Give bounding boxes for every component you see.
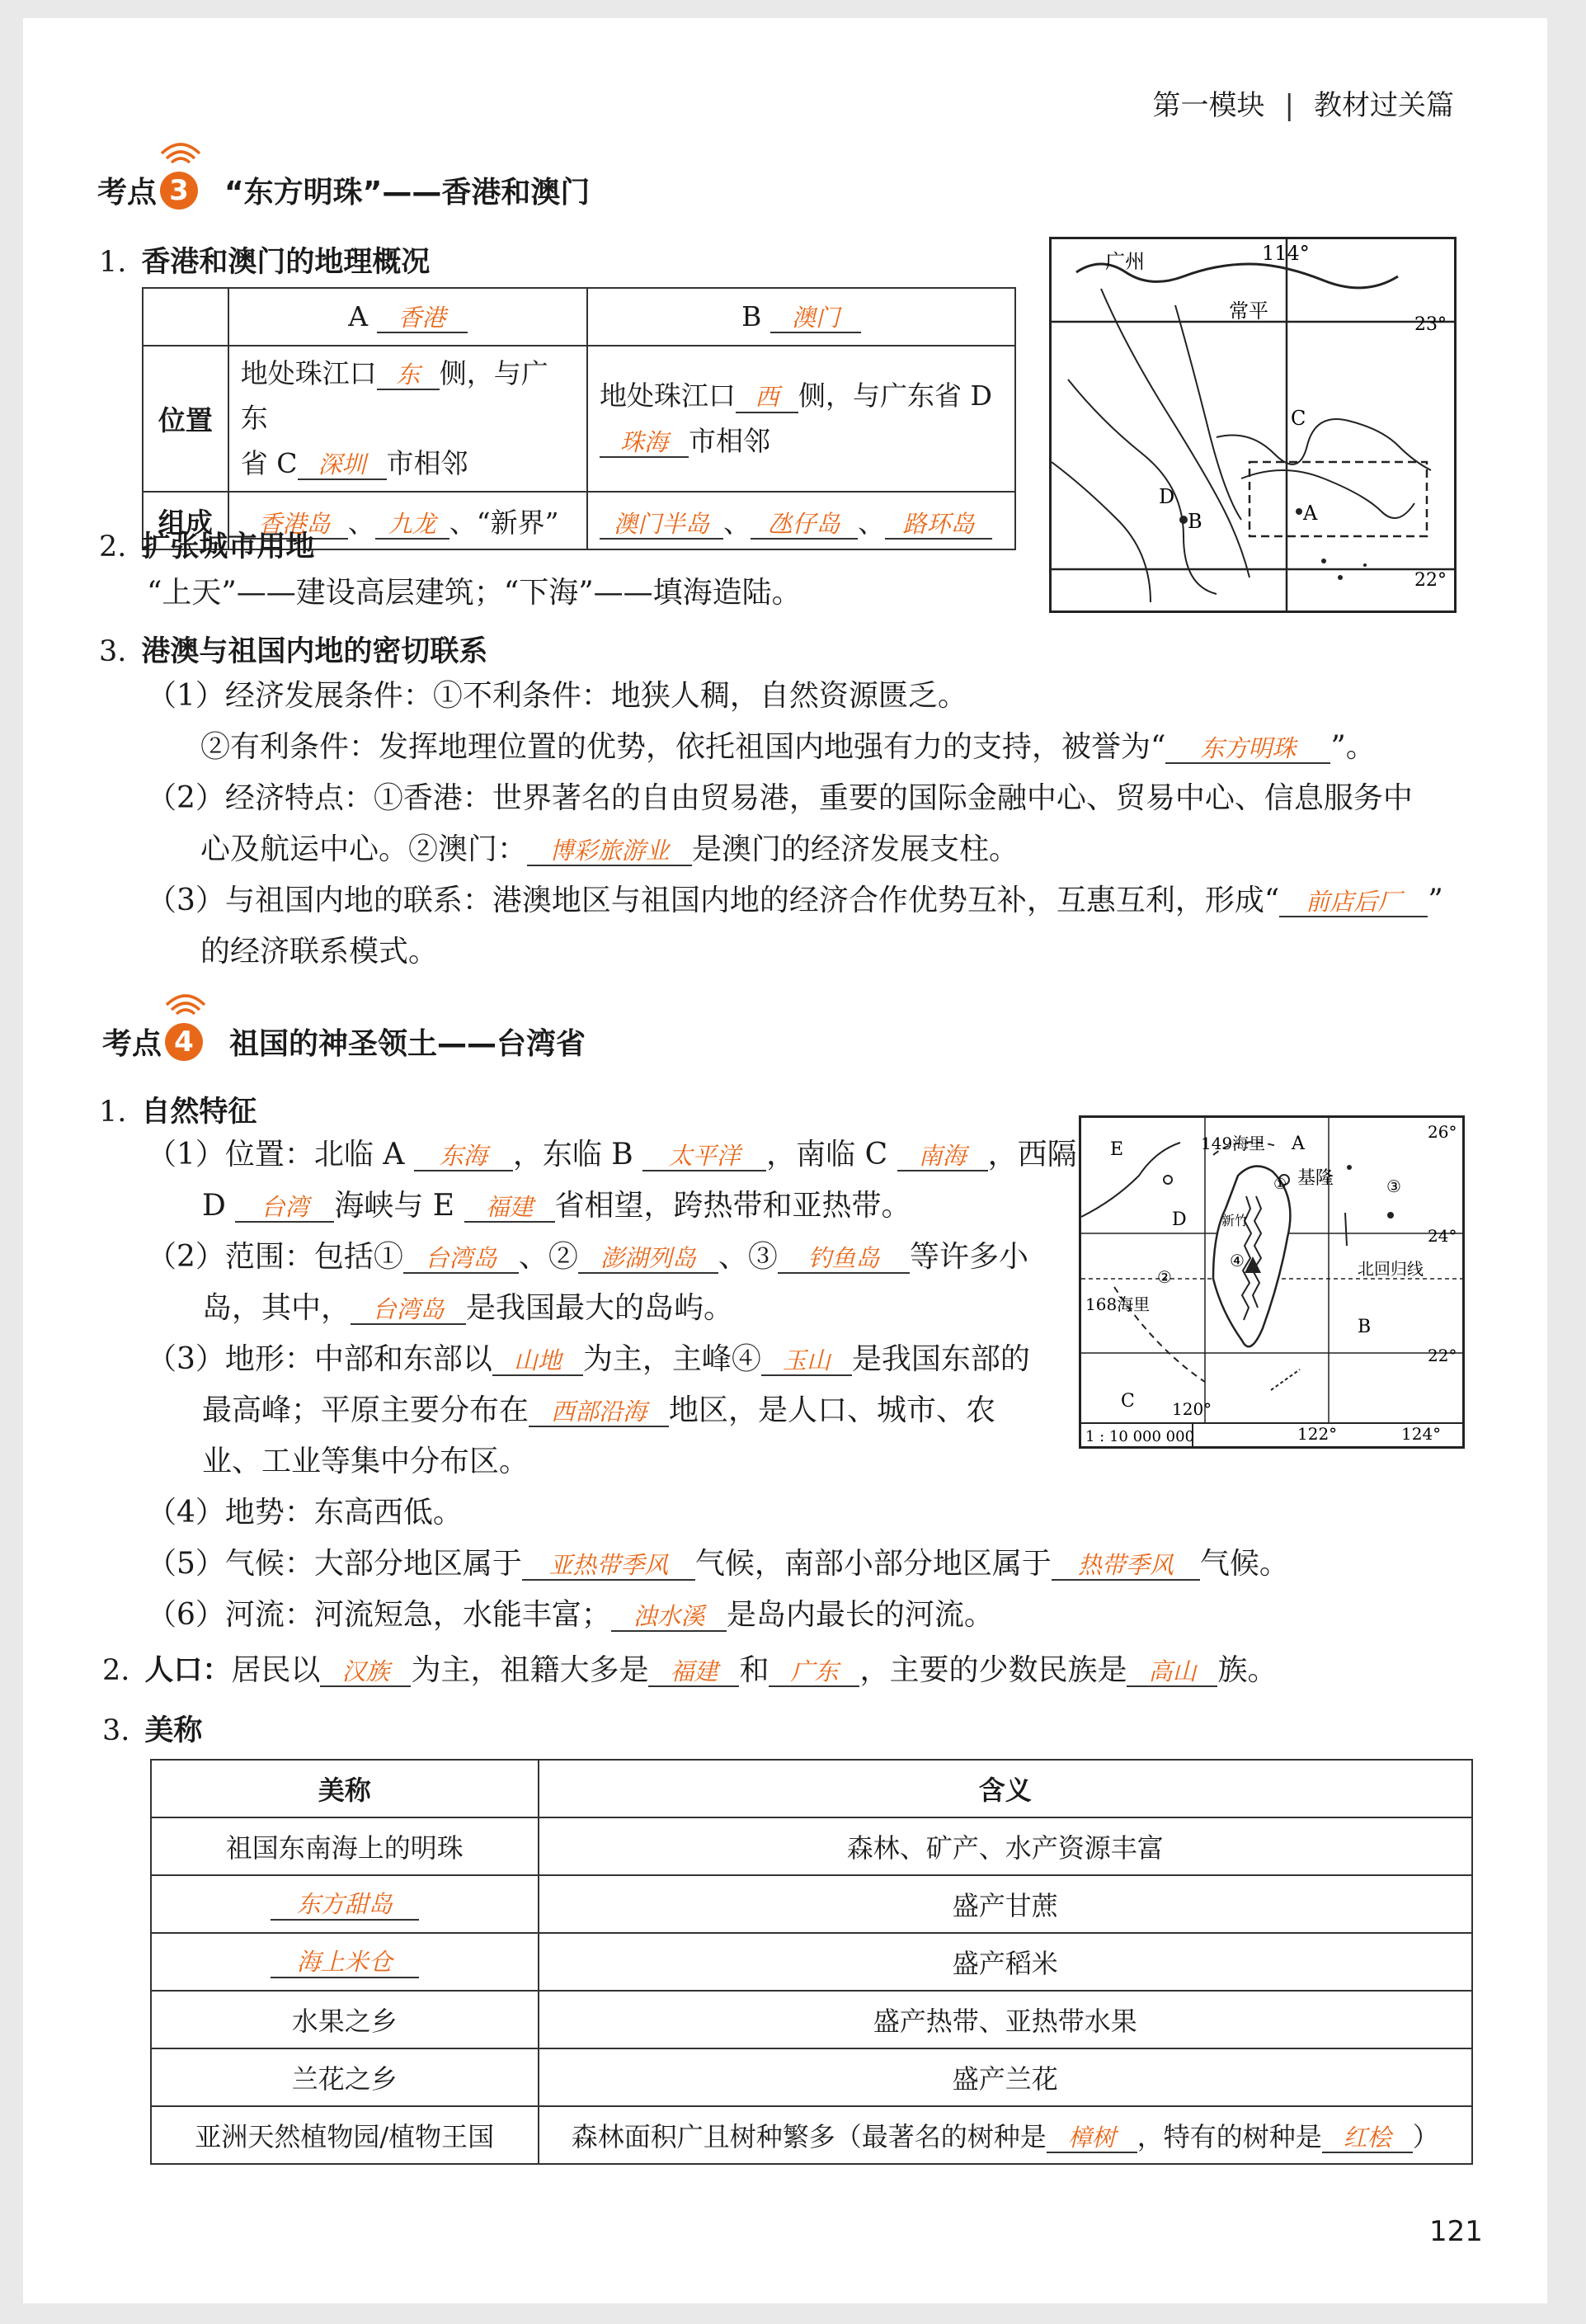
tw-subsection-3-title (102, 1708, 202, 1749)
text: ，南临 C (766, 1138, 888, 1171)
text: 侧，与广东省 D (798, 379, 992, 412)
kaodian-number: 4 (174, 1025, 194, 1058)
answer-blank: 氹仔岛 (751, 511, 858, 540)
corner-cell (143, 288, 228, 346)
tw-p3-line2 (202, 1393, 995, 1428)
label-d: D (1159, 485, 1175, 508)
tw-p2-line2 (202, 1290, 733, 1326)
table-row (151, 2048, 1472, 2106)
answer-blank: 东方甜岛 (271, 1891, 419, 1920)
header-divider: | (1284, 89, 1294, 122)
answer-blank: 高山 (1127, 1658, 1217, 1687)
table-row-position (143, 346, 1015, 492)
kaodian-4-badge (165, 1023, 203, 1061)
nickname-cell (151, 1875, 539, 1933)
label-d: D (1172, 1209, 1187, 1230)
table-row (151, 1933, 1472, 1991)
label-168-nm: 168海里 (1085, 1294, 1151, 1314)
label-tropic-of-cancer: 北回归线 (1358, 1259, 1424, 1279)
subsection-text: 自然特征 (141, 1096, 257, 1129)
table-row (151, 1991, 1472, 2048)
answer-blank: 汉族 (320, 1658, 411, 1687)
text: 市相邻 (386, 446, 468, 479)
text: 为主，主峰④ (582, 1342, 761, 1376)
label-hsinchu: 新竹 (1221, 1213, 1249, 1228)
tw-p1-line2 (202, 1188, 911, 1223)
text: ”。 (1330, 730, 1376, 764)
answer-blank: 红桧 (1322, 2124, 1413, 2153)
text: 海峡与 E (334, 1189, 455, 1223)
hk-macao-table (142, 287, 1016, 550)
label-a: A (1303, 502, 1318, 525)
econ-line-6: 的经济联系模式。 (200, 935, 439, 969)
kaodian-prefix: 考点 (102, 1027, 162, 1061)
text: 最高峰；平原主要分布在 (202, 1393, 529, 1427)
marker-2: ② (1157, 1267, 1172, 1287)
kaodian-title: “东方明珠”——香港和澳门 (224, 176, 591, 210)
subsection-number: 1. (99, 1096, 127, 1129)
subsection-text: 港澳与祖国内地的密切联系 (141, 635, 488, 668)
pearl-river-delta-map (1049, 237, 1457, 613)
page-number: 121 (1429, 2215, 1483, 2248)
subsection-text: 美称 (144, 1714, 203, 1747)
label-changping: 常平 (1229, 299, 1268, 323)
answer-blank: 热带季风 (1052, 1552, 1200, 1581)
text: 气候。 (1199, 1547, 1289, 1581)
table-row (151, 1875, 1472, 1933)
answer-blank: 前店后厂 (1279, 889, 1428, 917)
subsection-number: 2. (99, 530, 127, 563)
tw-p1-line1 (147, 1137, 1077, 1172)
text: 居民以 (231, 1653, 321, 1687)
label-lat-26: 26° (1428, 1122, 1457, 1142)
kaodian-4-heading (102, 1021, 586, 1063)
answer-blank: 台湾 (235, 1194, 334, 1223)
text: 气候，南部小部分地区属于 (694, 1547, 1052, 1581)
text: ” (1428, 884, 1443, 917)
row-head: 组成 (143, 492, 228, 549)
cell-a-position (228, 346, 587, 492)
kaodian-3-heading (97, 169, 590, 211)
meaning-cell: 盛产热带、亚热带水果 (539, 1991, 1472, 2048)
nickname-cell: 祖国东南海上的明珠 (151, 1817, 539, 1875)
label-lat-24: 24° (1428, 1226, 1457, 1246)
answer-blank: 珠海 (600, 429, 689, 458)
answer-blank: 香港 (377, 304, 468, 333)
meaning-cell: 盛产甘蔗 (539, 1875, 1472, 1933)
meaning-cell: 盛产稻米 (539, 1933, 1472, 1991)
col-label: B (741, 299, 762, 332)
answer-blank: 九龙 (375, 511, 449, 540)
answer-blank: 西部沿海 (529, 1398, 669, 1427)
subsection-number: 3. (99, 635, 127, 668)
meaning-cell (539, 2106, 1472, 2164)
text: 、 (722, 506, 751, 539)
col-label: A (348, 299, 369, 332)
answer-blank: 浊水溪 (611, 1603, 727, 1632)
map-drawing (1052, 239, 1454, 610)
kaodian-prefix: 考点 (97, 176, 158, 210)
nickname-cell: 水果之乡 (151, 1991, 539, 2048)
answer-blank: 南海 (897, 1143, 988, 1171)
col-b-header (587, 288, 1015, 346)
text: 地处珠江口 (599, 379, 736, 412)
label-lon-114: 114° (1262, 242, 1310, 265)
running-header (1153, 82, 1454, 123)
kaodian-number: 3 (169, 173, 189, 207)
answer-blank: 深圳 (298, 451, 387, 480)
subsection-2-title (99, 524, 314, 565)
table-header-row (143, 288, 1015, 346)
col-header-meaning: 含义 (539, 1760, 1472, 1817)
answer-blank: 福建 (464, 1194, 555, 1223)
section-label: 教材过关篇 (1314, 89, 1454, 122)
answer-blank: 东 (377, 361, 440, 390)
subsection-number: 1. (99, 246, 127, 279)
module-label: 第一模块 (1152, 89, 1265, 122)
text: ②有利条件：发挥地理位置的优势，依托祖国内地强有力的支持，被誉为“ (200, 730, 1166, 764)
answer-blank: 亚热带季风 (522, 1552, 695, 1581)
text: ，主要的少数民族是 (859, 1653, 1127, 1687)
label-lon-120: 120° (1172, 1399, 1212, 1419)
nicknames-table (150, 1759, 1473, 2165)
answer-blank: 玉山 (761, 1347, 852, 1376)
label-lat-22: 22° (1414, 570, 1447, 591)
answer-blank: 路环岛 (885, 511, 992, 540)
label-a: A (1292, 1134, 1305, 1154)
econ-line-1: （1）经济发展条件：①不利条件：地狭人稠，自然资源匮乏。 (147, 679, 967, 713)
text: 等许多小 (909, 1240, 1028, 1274)
subsection-text: 人口： (144, 1654, 232, 1687)
signal-icon (160, 140, 201, 170)
label-b: B (1358, 1317, 1372, 1337)
table-row (151, 1817, 1472, 1875)
answer-blank: 澎湖列岛 (578, 1245, 718, 1274)
answer-blank: 广东 (769, 1658, 859, 1687)
label-c: C (1291, 407, 1306, 430)
subsection-number: 2. (102, 1654, 130, 1687)
subsection-1-title (99, 239, 430, 280)
tw-p6 (147, 1597, 994, 1633)
marker-4: ④ (1230, 1251, 1245, 1270)
text: ，特有的树种是 (1137, 2121, 1322, 2152)
text: 心及航运中心。②澳门： (200, 832, 528, 866)
col-a-header (228, 288, 587, 346)
answer-blank: 西 (736, 384, 798, 412)
answer-blank: 海上米仓 (271, 1949, 419, 1978)
cell-b-position (587, 346, 1015, 492)
text: D (202, 1189, 226, 1223)
signal-icon (165, 992, 206, 1021)
label-lon-124: 124° (1401, 1424, 1442, 1444)
text: （2）范围：包括① (147, 1240, 403, 1274)
answer-blank: 樟树 (1047, 2124, 1137, 2153)
kaodian-3-badge (160, 172, 198, 210)
row-head: 位置 (143, 346, 228, 492)
text: 市相邻 (688, 424, 770, 457)
tw-p3-line1 (147, 1341, 1030, 1377)
meaning-cell: 盛产兰花 (539, 2048, 1472, 2106)
text: 、② (518, 1240, 578, 1274)
label-e: E (1110, 1139, 1124, 1160)
answer-blank: 福建 (648, 1658, 739, 1687)
taiwan-map-drawing (1081, 1118, 1462, 1446)
tw-p4: （4）地势：东高西低。 (147, 1496, 463, 1530)
text: 省 C (240, 446, 298, 479)
text: 是我国最大的岛屿。 (466, 1291, 734, 1325)
text: 、 (857, 506, 885, 539)
text: 侧，与广东 (240, 357, 548, 435)
text: ，西隔 (987, 1138, 1077, 1171)
text: 岛，其中， (202, 1291, 351, 1325)
marker-1: ① (1273, 1176, 1287, 1193)
meaning-cell: 森林、矿产、水产资源丰富 (539, 1817, 1472, 1875)
table-header-row (151, 1760, 1472, 1817)
land-expansion-line: “上天”——建设高层建筑；“下海”——填海造陆。 (147, 576, 802, 610)
label-c: C (1121, 1391, 1135, 1412)
econ-line-3: （2）经济特点：①香港：世界著名的自由贸易港，重要的国际金融中心、贸易中心、信息服务中 (147, 781, 1413, 815)
answer-blank: 太平洋 (642, 1143, 766, 1171)
econ-line-5 (147, 883, 1443, 918)
tw-p3-line3: 业、工业等集中分布区。 (202, 1445, 529, 1478)
col-header-name: 美称 (151, 1760, 539, 1817)
nickname-cell: 兰花之乡 (151, 2048, 539, 2106)
label-149-nm: 149海里 (1201, 1134, 1266, 1153)
tw-p2-line1 (147, 1239, 1028, 1275)
tw-population-line (102, 1652, 1278, 1688)
answer-blank: 台湾岛 (403, 1245, 519, 1274)
text: （6）河流：河流短急，水能丰富； (147, 1598, 611, 1632)
text: 是岛内最长的河流。 (726, 1598, 994, 1632)
table-row (151, 2106, 1472, 2164)
text: 、 (347, 506, 375, 539)
nickname-cell (151, 1933, 539, 1991)
map-scale: 1 : 10 000 000 (1085, 1428, 1195, 1445)
answer-blank: 台湾岛 (351, 1296, 466, 1325)
answer-blank: 香港岛 (241, 511, 348, 540)
nickname-cell: 亚洲天然植物园/植物王国 (151, 2106, 539, 2164)
answer-blank: 东方明珠 (1165, 735, 1330, 764)
kaodian-title: 祖国的神圣领土——台湾省 (229, 1027, 586, 1061)
taiwan-map (1079, 1115, 1465, 1449)
subsection-text: 扩张城市用地 (141, 530, 315, 563)
text: 和 (739, 1653, 769, 1687)
text: （3）与祖国内地的联系：港澳地区与祖国内地的经济合作优势互补，互惠互利，形成“ (147, 884, 1280, 917)
text: 是我国东部的 (851, 1342, 1030, 1376)
answer-blank: 东海 (414, 1143, 513, 1171)
text: 是澳门的经济发展支柱。 (692, 832, 1019, 866)
tw-subsection-1-title (99, 1089, 256, 1130)
text: ） (1412, 2121, 1439, 2152)
text: 、“新界” (449, 506, 559, 539)
text: 族。 (1217, 1653, 1278, 1687)
text: （1）位置：北临 A (147, 1138, 405, 1171)
text: 、③ (718, 1240, 778, 1274)
label-b: B (1188, 510, 1202, 533)
section-num (102, 1654, 231, 1687)
subsection-3-title (99, 629, 487, 670)
text: 地区，是人口、城市、农 (669, 1393, 996, 1427)
text: 森林面积广且树种繁多（最著名的树种是 (571, 2121, 1047, 2152)
cell-b-composition (587, 492, 1015, 549)
label-lat-22: 22° (1428, 1346, 1457, 1365)
label-lon-122: 122° (1297, 1424, 1338, 1444)
answer-blank: 博彩旅游业 (527, 837, 692, 866)
tw-p5 (147, 1546, 1289, 1582)
text: 为主，祖籍大多是 (411, 1653, 649, 1687)
text: （3）地形：中部和东部以 (147, 1342, 492, 1376)
label-lat-23: 23° (1414, 314, 1447, 335)
answer-blank: 澳门半岛 (600, 511, 723, 540)
answer-blank: 钓鱼岛 (778, 1245, 910, 1274)
answer-blank: 澳门 (770, 304, 861, 333)
econ-line-4 (200, 832, 1019, 867)
text: 省相望，跨热带和亚热带。 (554, 1189, 911, 1223)
subsection-text: 香港和澳门的地理概况 (141, 246, 431, 279)
subsection-number: 3. (102, 1714, 130, 1747)
label-keelung: 基隆 (1297, 1168, 1334, 1189)
label-guangzhou: 广州 (1105, 250, 1145, 273)
text: ，东临 B (512, 1138, 633, 1171)
econ-line-2 (200, 729, 1376, 765)
marker-3: ③ (1386, 1176, 1401, 1196)
answer-blank: 山地 (492, 1347, 583, 1376)
text: 地处珠江口 (240, 357, 377, 389)
text: （5）气候：大部分地区属于 (147, 1547, 522, 1581)
